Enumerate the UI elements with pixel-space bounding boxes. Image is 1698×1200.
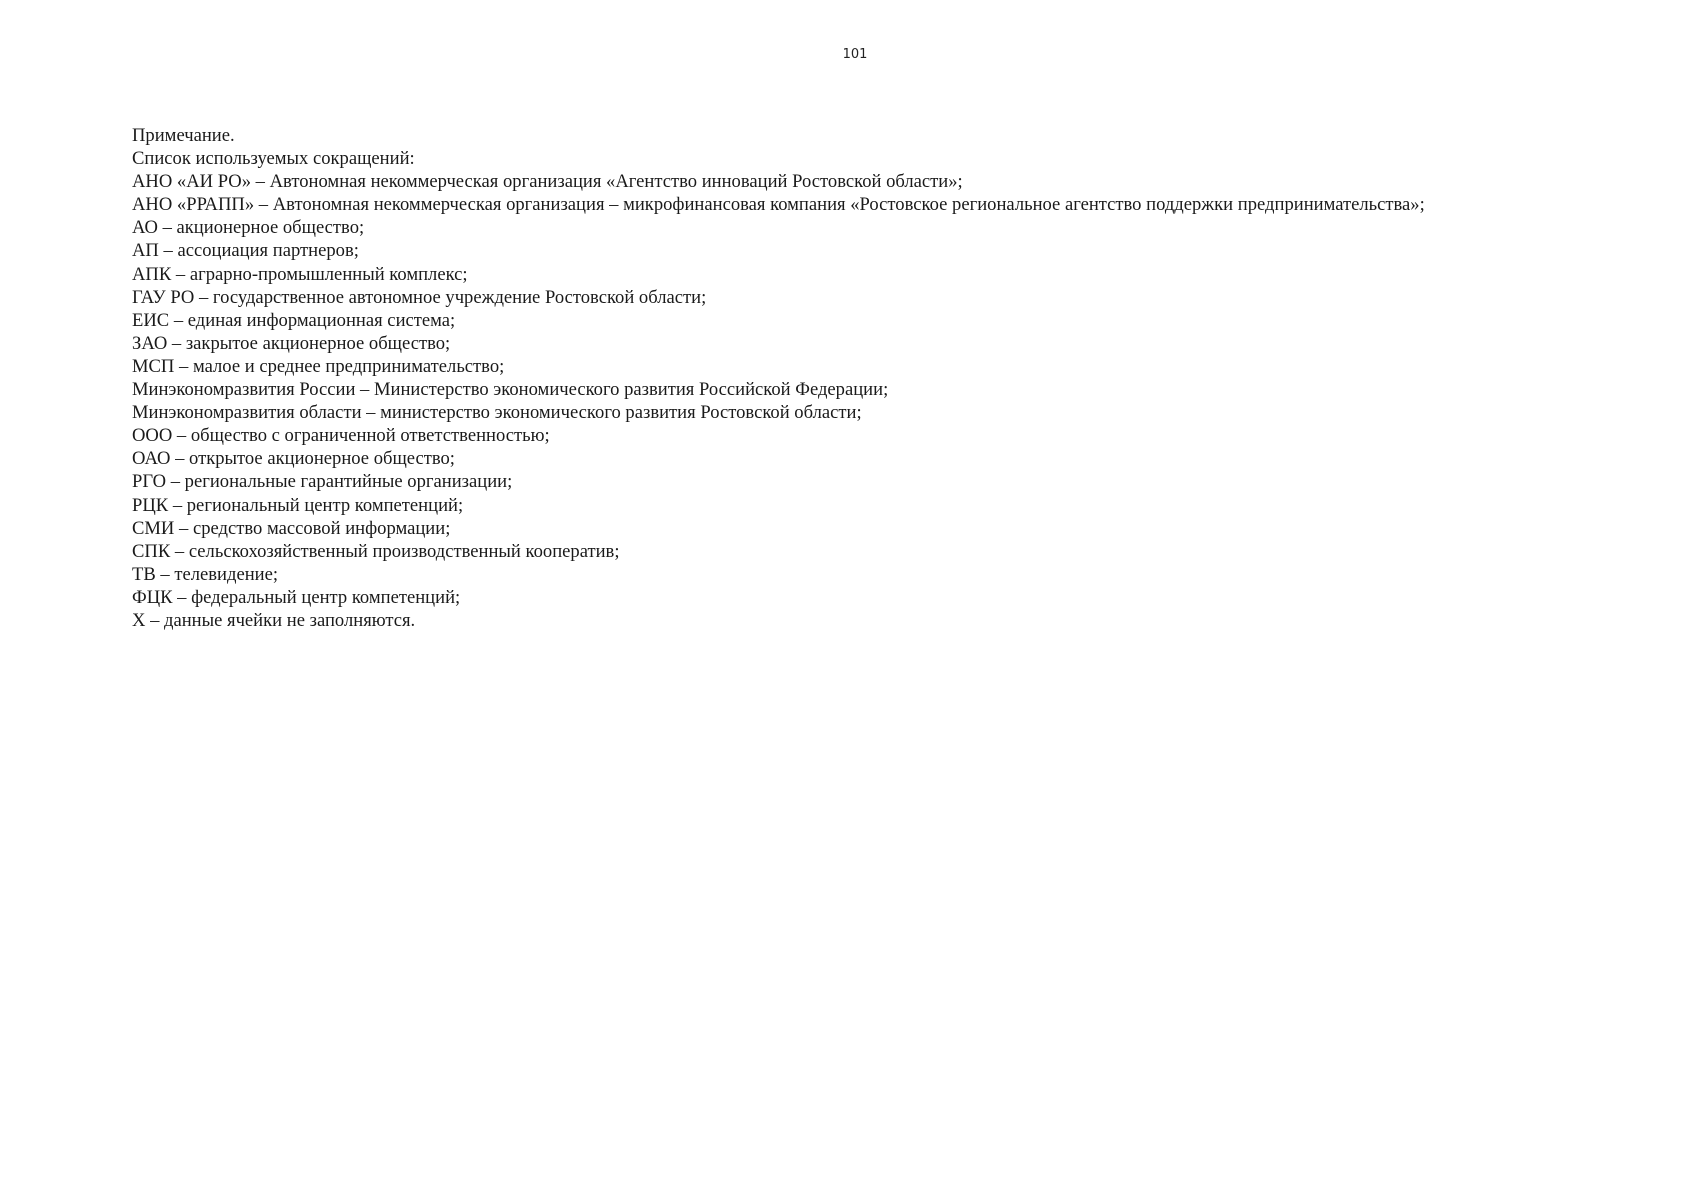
abbreviations-list-title: Список используемых сокращений:: [132, 148, 415, 170]
abbreviation-item-gau-ro: ГАУ РО – государственное автономное учреждение Ростовской области;: [132, 286, 707, 308]
abbreviation-item-ano-rrapp: АНО «РРАПП» – Автономная некоммерческая организация – микрофинансовая компания «Ростовское региональное агентство поддержки предпринимательства»;: [132, 194, 1425, 216]
page-number: 101: [842, 47, 868, 62]
abbreviation-item-rck: РЦК – региональный центр компетенций;: [132, 494, 464, 516]
abbreviation-item-msp: МСП – малое и среднее предпринимательство;: [132, 355, 505, 377]
abbreviation-item-tv: ТВ – телевидение;: [132, 563, 279, 585]
abbreviation-item-smi: СМИ – средство массовой информации;: [132, 517, 451, 539]
abbreviation-item-ap: АП – ассоциация партнеров;: [132, 240, 359, 262]
abbreviation-item-oao: ОАО – открытое акционерное общество;: [132, 448, 455, 470]
abbreviation-item-x: Х – данные ячейки не заполняются.: [132, 609, 416, 631]
abbreviation-item-eis: ЕИС – единая информационная система;: [132, 309, 456, 331]
abbreviation-item-ano-ai-ro: АНО «АИ РО» – Автономная некоммерческая организация «Агентство инноваций Ростовской области»;: [132, 171, 963, 193]
abbreviation-item-minek-rf: Минэкономразвития России – Министерство экономического развития Российской Федерации;: [132, 379, 889, 401]
abbreviation-item-spk: СПК – сельскохозяйственный производственный кооператив;: [132, 540, 620, 562]
abbreviation-item-zao: ЗАО – закрытое акционерное общество;: [132, 332, 451, 354]
abbreviation-item-ooo: ООО – общество с ограниченной ответственностью;: [132, 425, 550, 447]
abbreviation-item-fck: ФЦК – федеральный центр компетенций;: [132, 586, 461, 608]
abbreviation-item-minek-oblasti: Минэкономразвития области – министерство экономического развития Ростовской области;: [132, 402, 862, 424]
note-heading: Примечание.: [132, 125, 235, 146]
abbreviation-item-ao: АО – акционерное общество;: [132, 217, 365, 239]
abbreviations-note: [132, 124, 1672, 632]
abbreviations-list: [132, 170, 1672, 632]
abbreviation-item-apk: АПК – аграрно-промышленный комплекс;: [132, 263, 468, 285]
abbreviation-item-rgo: РГО – региональные гарантийные организации;: [132, 471, 513, 493]
